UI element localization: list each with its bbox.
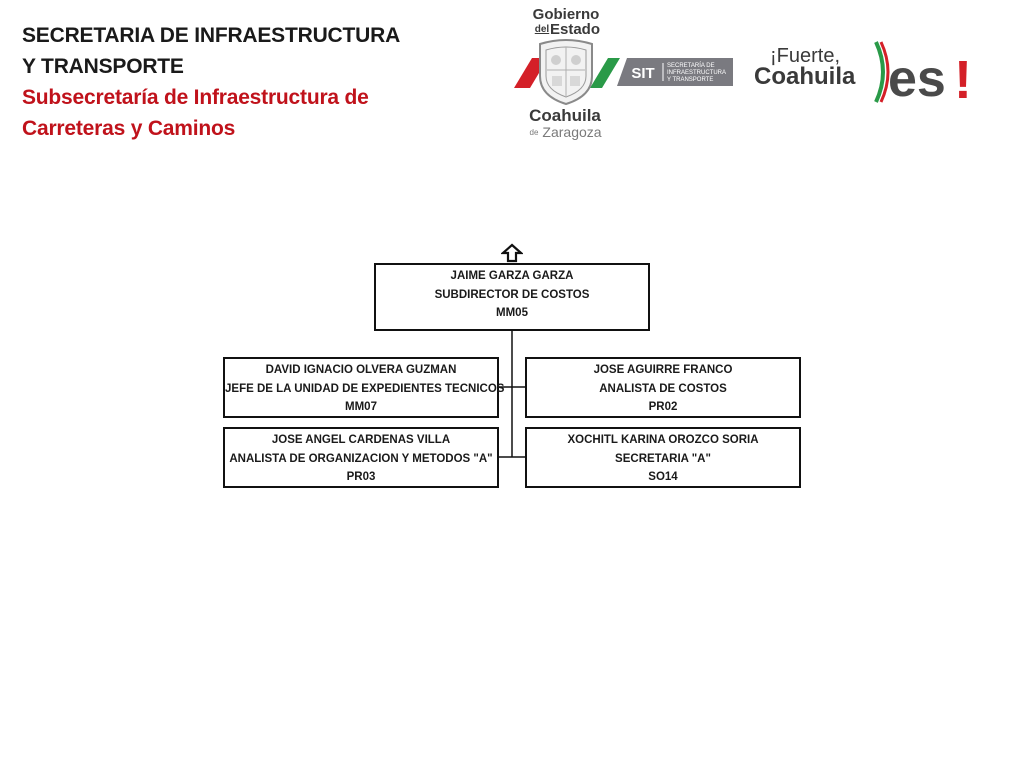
sit-line-2: INFRAESTRUCTURA [667, 70, 727, 76]
fuerte-text-line-1: ¡Fuerte, [770, 45, 841, 67]
fuerte-text-es: es [888, 50, 946, 108]
title-line-1: SECRETARIA DE INFRAESTRUCTURA [22, 24, 401, 47]
right-bottom-role: SECRETARIA "A" [615, 452, 711, 465]
sit-line-1: SECRETARÍA DE [667, 63, 715, 69]
right-bottom-code: SO14 [648, 471, 678, 483]
director-role: SUBDIRECTOR DE COSTOS [434, 288, 590, 301]
left-bottom-role: ANALISTA DE ORGANIZACION Y METODOS "A" [229, 452, 493, 465]
right-top-role: ANALISTA DE COSTOS [599, 382, 727, 395]
fuerte-green-bracket [876, 42, 883, 102]
gov-text-del: del [534, 24, 550, 35]
gobierno-coahuila-logo [512, 2, 620, 142]
left-top-role: JEFE DE LA UNIDAD DE EXPEDIENTES TECNICOS [225, 382, 505, 395]
up-arrow-icon [501, 243, 523, 263]
flag-green-stripe [590, 58, 620, 88]
sit-badge [617, 56, 735, 88]
sit-line-3: Y TRANSPORTE [667, 77, 714, 83]
fuerte-text-line-2: Coahuila [754, 63, 856, 90]
director-name: JAIME GARZA GARZA [450, 270, 574, 282]
org-box-left-top [223, 357, 505, 418]
left-bottom-name: JOSE ANGEL CARDENAS VILLA [271, 434, 451, 446]
left-top-name: DAVID IGNACIO OLVERA GUZMAN [265, 364, 457, 376]
gov-text-gobierno: Gobierno [532, 6, 600, 23]
fuerte-text-excl: ! [954, 50, 972, 110]
fuerte-coahuila-logo [754, 38, 986, 110]
right-top-name: JOSE AGUIRRE FRANCO [593, 364, 733, 376]
org-box-director [374, 263, 650, 331]
sit-abbr: SIT [631, 65, 655, 82]
gov-text-zaragoza: Zaragoza [542, 124, 602, 140]
org-box-right-top [525, 357, 801, 418]
subtitle-line-1: Subsecretaría de Infraestructura de [22, 86, 369, 109]
title-line-2: Y TRANSPORTE [22, 55, 184, 78]
director-code: MM05 [496, 307, 528, 319]
org-box-right-bottom [525, 427, 801, 488]
subtitle-line-2: Carreteras y Caminos [22, 117, 236, 140]
org-box-left-bottom [223, 427, 499, 488]
right-top-code: PR02 [648, 401, 678, 413]
gov-text-de: de [529, 128, 539, 137]
gov-text-estado: Estado [549, 21, 601, 38]
coat-of-arms-icon [540, 40, 592, 104]
left-bottom-code: PR03 [346, 471, 376, 483]
right-bottom-name: XOCHITL KARINA OROZCO SORIA [567, 434, 759, 446]
left-top-code: MM07 [345, 401, 377, 413]
header-title [22, 20, 422, 144]
gov-text-coahuila: Coahuila [529, 106, 601, 125]
